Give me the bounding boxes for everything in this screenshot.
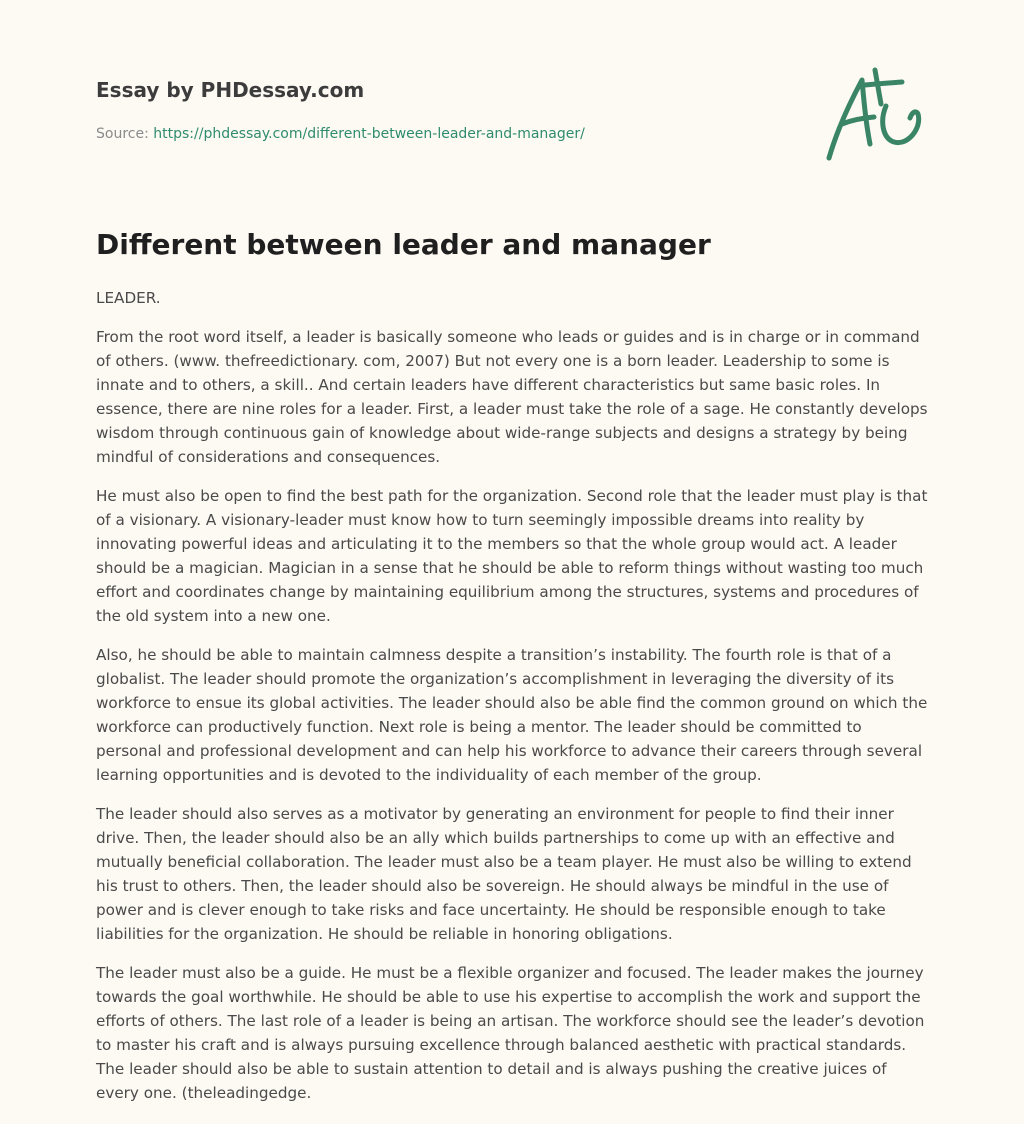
essay-body	[96, 286, 928, 1120]
essay-title: Different between leader and manager	[96, 228, 711, 261]
page-header	[96, 76, 928, 144]
source-link[interactable]: https://phdessay.com/different-between-leader-and-manager/	[153, 126, 585, 142]
source-label: Source:	[96, 126, 154, 142]
essay-paragraph: He must also be open to find the best path for the organization. Second role that the leader must play is that of a visionary. A visionary-leader must know how to turn seemingly impossible dreams into reality by innovating powerful ideas and articulating it to the members so that the whole group would act. A leader should be a magician. Magician in a sense that he should be able to reform things without wasting too much effort and coordinates change by maintaining equilibrium among the structures, systems and procedures of the old system into a new one.	[96, 487, 928, 625]
essay-paragraph: The leader should also serves as a motivator by generating an environment for people to find their inner drive. Then, the leader should also be an ally which builds partnerships to come up with an effective and mutually beneficial collaboration. The leader must also be a team player. He must also be willing to extend his trust to others. Then, the leader should also be sovereign. He should always be mindful in the use of power and is clever enough to take risks and face uncertainty. He should be responsible enough to take liabilities for the organization. He should be reliable in honoring obligations.	[96, 805, 912, 943]
essay-paragraph: LEADER.	[96, 289, 161, 307]
essay-paragraph: From the root word itself, a leader is basically someone who leads or guides and is in charge or in command of others. (www. thefreedictionary. com, 2007) But not every one is a born leader. Leadership to some is innate and to others, a skill.. And certain leaders have different characteristics but same basic roles. In essence, there are nine roles for a leader. First, a leader must take the role of a sage. He constantly develops wisdom through continuous gain of knowledge about wide-range subjects and designs a strategy by being mindful of considerations and consequences.	[96, 328, 928, 466]
essay-paragraph: The leader must also be a guide. He must be a flexible organizer and focused. The leader makes the journey towards the goal worthwhile. He should be able to use his expertise to accomplish the work and support the efforts of others. The last role of a leader is being an artisan. The workforce should see the leader’s devotion to master his craft and is always pursuing excellence through balanced aesthetic with practical standards. The leader should also be able to sustain attention to detail and is always pushing the creative juices of every one. (theleadingedge.	[96, 964, 925, 1102]
essay-paragraph: Also, he should be able to maintain calmness despite a transition’s instability. The fourth role is that of a globalist. The leader should promote the organization’s accomplishment in leveraging the diversity of its workforce to ensue its global activities. The leader should also be able find the common ground on which the workforce can productively function. Next role is being a mentor. The leader should be committed to personal and professional development and can help his workforce to advance their careers through several learning opportunities and is devoted to the individuality of each member of the group.	[96, 646, 928, 784]
a-plus-icon	[822, 66, 928, 166]
source-line	[96, 124, 928, 144]
site-brand: Essay by PHDessay.com	[96, 78, 365, 102]
